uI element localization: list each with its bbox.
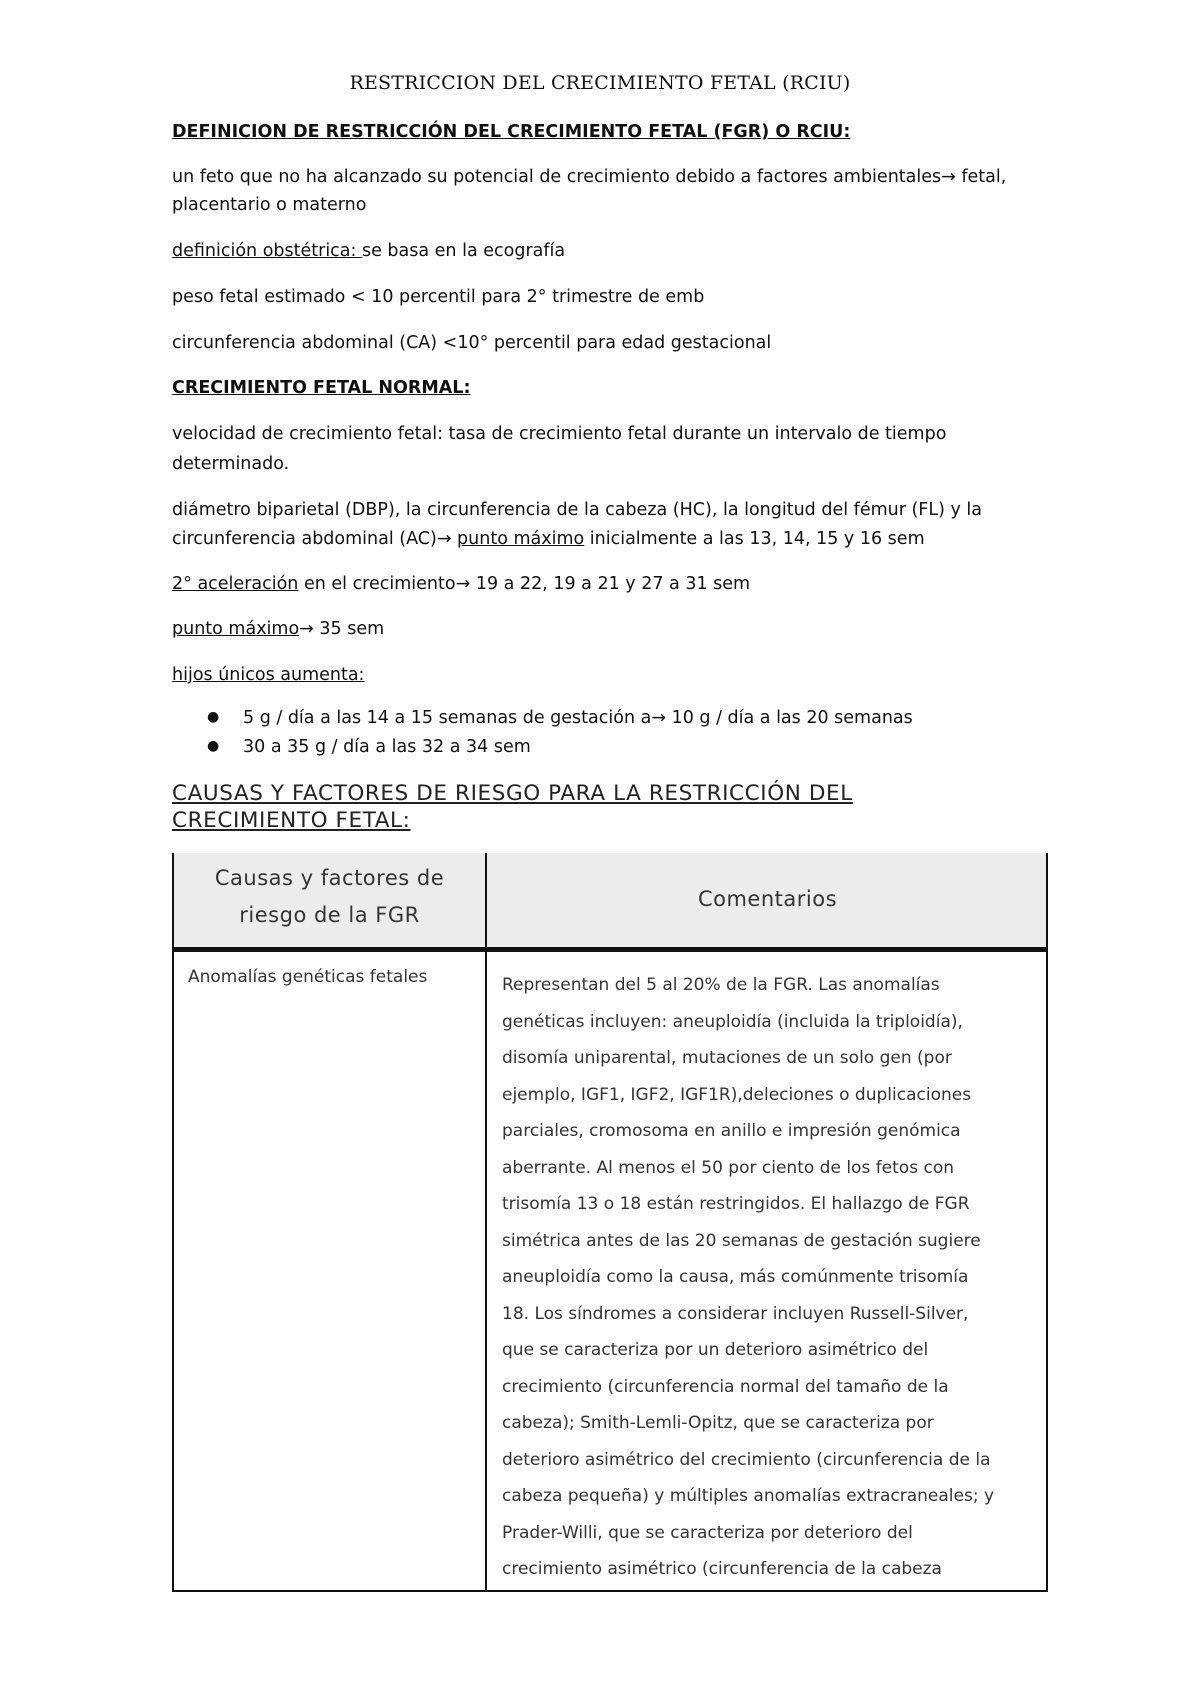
header-col-causes-line-2: riesgo de la FGR bbox=[239, 903, 420, 927]
comment-line: simétrica antes de las 20 semanas de gestación sugiere bbox=[502, 1230, 981, 1251]
arrow-icon: → bbox=[299, 619, 314, 639]
comment-line: cabeza); Smith-Lemli-Opitz, que se caracteriza por bbox=[502, 1413, 934, 1433]
comment-line: 18. Los síndromes a considerar incluyen Russell-Silver, bbox=[502, 1303, 969, 1324]
definition-text: un feto que no ha alcanzado su potencial de crecimiento debido a factores ambientales bbox=[172, 167, 942, 187]
causes-table bbox=[172, 853, 1048, 1592]
obstetric-label: definición obstétrica: bbox=[172, 241, 362, 261]
singletons-label: hijos únicos aumenta: bbox=[172, 665, 365, 685]
comment-line: trisomía 13 o 18 están restringidos. El hallazgo de FGR bbox=[502, 1194, 970, 1214]
arrow-icon: → bbox=[651, 708, 666, 728]
circ-line: circunferencia abdominal (CA) <10° percentil para edad gestacional bbox=[172, 333, 772, 353]
acceleration-line bbox=[172, 569, 750, 599]
table-border-middle bbox=[485, 853, 487, 1592]
acceleration-text: en el crecimiento bbox=[298, 574, 456, 594]
dbp-text-end: inicialmente a las 13, 14, 15 y 16 sem bbox=[584, 529, 925, 549]
comment-line: aneuploidía como la causa, más comúnmente trisomía bbox=[502, 1267, 969, 1287]
section-title-line-1: CAUSAS Y FACTORES DE RIESGO PARA LA RESTRICCIÓN DEL bbox=[172, 781, 853, 806]
comment-line: Prader-Willi, que se caracteriza por deterioro del bbox=[502, 1522, 913, 1543]
velocity-line-1: velocidad de crecimiento fetal: tasa de crecimiento fetal durante un intervalo de tiempo bbox=[172, 424, 947, 444]
comment-line: disomía uniparental, mutaciones de un solo gen (por bbox=[502, 1048, 952, 1068]
table-cell-cause: Anomalías genéticas fetales bbox=[188, 967, 428, 987]
definition-line-2: placentario o materno bbox=[172, 195, 367, 215]
peak-text-end: 35 sem bbox=[313, 619, 385, 639]
obstetric-text: se basa en la ecografía bbox=[361, 241, 566, 261]
bullet-text-end: 10 g / día a las 20 semanas bbox=[666, 708, 913, 728]
table-border-right bbox=[1046, 853, 1048, 1592]
acceleration-label: 2° aceleración bbox=[172, 574, 299, 594]
table-border-left bbox=[172, 853, 174, 1592]
bullet-item-1 bbox=[243, 703, 913, 733]
bullet-item-2: 30 a 35 g / día a las 32 a 34 sem bbox=[243, 737, 531, 757]
normal-growth-heading: CRECIMIENTO FETAL NORMAL: bbox=[172, 378, 471, 398]
bullet-icon: ● bbox=[207, 738, 220, 754]
dbp-line-2 bbox=[172, 524, 925, 554]
arrow-icon: → bbox=[941, 167, 956, 187]
document-title: RESTRICCION DEL CRECIMIENTO FETAL (RCIU) bbox=[349, 72, 851, 94]
dbp-peak-label: punto máximo bbox=[457, 529, 585, 549]
obstetric-definition bbox=[172, 236, 565, 266]
velocity-line-2: determinado. bbox=[172, 454, 290, 474]
definition-line-1 bbox=[172, 162, 1006, 192]
header-col-comments: Comentarios bbox=[697, 887, 838, 911]
comment-line: deterioro asimétrico del crecimiento (circunferencia de la bbox=[502, 1449, 991, 1470]
comment-line: que se caracteriza por un deterioro asimétrico del bbox=[502, 1340, 929, 1360]
comment-line: ejemplo, IGF1, IGF2, IGF1R),deleciones o duplicaciones bbox=[502, 1084, 972, 1105]
peak-label: punto máximo bbox=[172, 619, 300, 639]
definition-text-end: fetal, bbox=[955, 167, 1007, 187]
dbp-line-1: diámetro biparietal (DBP), la circunferencia de la cabeza (HC), la longitud del fémur (FL) y la bbox=[172, 500, 983, 520]
acceleration-text-end: 19 a 22, 19 a 21 y 27 a 31 sem bbox=[470, 574, 751, 594]
peso-line: peso fetal estimado < 10 percentil para 2° trimestre de emb bbox=[172, 287, 705, 307]
section-title bbox=[172, 780, 853, 834]
header-col-causes bbox=[172, 860, 487, 934]
arrow-icon: → bbox=[455, 574, 471, 594]
arrow-icon: → bbox=[436, 529, 458, 549]
comment-line: crecimiento asimétrico (circunferencia de la cabeza bbox=[502, 1559, 942, 1579]
comment-line: parciales, cromosoma en anillo e impresión genómica bbox=[502, 1121, 961, 1141]
header-col-causes-line-1: Causas y factores de bbox=[214, 866, 445, 890]
table-header-divider bbox=[172, 947, 1048, 952]
comment-line: aberrante. Al menos el 50 por ciento de los fetos con bbox=[502, 1157, 954, 1178]
bullet-text: 5 g / día a las 14 a 15 semanas de gestación a bbox=[243, 708, 652, 728]
section-title-line-2: CRECIMIENTO FETAL: bbox=[172, 808, 411, 833]
table-border-bottom bbox=[172, 1590, 1048, 1592]
bullet-icon: ● bbox=[207, 709, 220, 725]
table-cell-comment bbox=[502, 967, 1032, 1588]
comment-line: cabeza pequeña) y múltiples anomalías extracraneales; y bbox=[502, 1486, 995, 1506]
comment-line: genéticas incluyen: aneuploidía (incluida la triploidía), bbox=[502, 1011, 963, 1032]
comment-line: Representan del 5 al 20% de la FGR. Las anomalías bbox=[502, 975, 940, 995]
peak-line bbox=[172, 614, 384, 644]
comment-line: crecimiento (circunferencia normal del tamaño de la bbox=[502, 1376, 949, 1397]
definition-heading: DEFINICION DE RESTRICCIÓN DEL CRECIMIENTO FETAL (FGR) O RCIU: bbox=[172, 122, 851, 142]
dbp-text: circunferencia abdominal (AC) bbox=[172, 529, 437, 549]
